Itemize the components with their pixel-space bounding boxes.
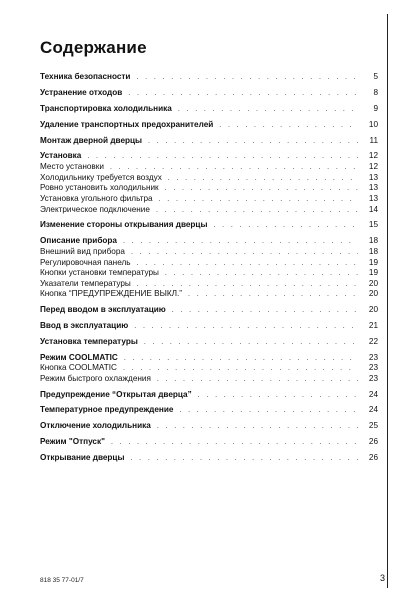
toc-entry-page: 12 [368, 162, 378, 172]
dot-leader [159, 195, 358, 206]
toc-entry[interactable] [40, 402, 378, 418]
toc-entry-page: 15 [368, 220, 378, 230]
toc-entry-page: 12 [368, 151, 378, 161]
document-code: 818 35 77-01/7 [40, 577, 84, 584]
toc-entry-page: 10 [368, 119, 378, 129]
dot-leader [157, 419, 358, 435]
toc-entry[interactable] [40, 183, 378, 194]
toc-entry-page: 14 [368, 204, 378, 214]
toc-entry[interactable] [40, 450, 378, 466]
toc-entry[interactable] [40, 247, 378, 258]
toc-entry[interactable] [40, 434, 378, 450]
toc-entry-label: Холодильнику требуется воздух [40, 172, 162, 182]
toc-entry[interactable] [40, 173, 378, 184]
toc-entry-page: 26 [368, 437, 378, 447]
toc-entry-label: Режим быстрого охлаждения [40, 373, 151, 383]
dot-leader [123, 364, 358, 375]
toc-entry[interactable] [40, 352, 378, 364]
toc-entry-page: 24 [368, 405, 378, 415]
dot-leader [172, 303, 358, 319]
toc-entry-page: 20 [368, 304, 378, 314]
dot-leader [144, 335, 358, 351]
dot-leader [165, 269, 358, 280]
dot-leader [219, 118, 358, 134]
toc-entry[interactable] [40, 279, 378, 290]
toc-entry-label: Установка температуры [40, 336, 138, 346]
toc-entry-label: Открывание дверцы [40, 453, 125, 463]
toc-entry-page: 25 [368, 421, 378, 431]
toc-entry-page: 18 [368, 246, 378, 256]
toc-entry-page: 5 [373, 72, 378, 81]
toc-entry[interactable] [40, 363, 378, 374]
dot-leader [178, 102, 358, 118]
toc-entry-label: Электрическое подключение [40, 204, 150, 214]
toc-entry[interactable] [40, 418, 378, 434]
toc-entry-page: 8 [373, 87, 378, 97]
table-of-contents [40, 69, 378, 466]
toc-entry-page: 22 [368, 336, 378, 346]
toc-entry-label: Предупреждение “Открытая дверца” [40, 389, 192, 399]
margin-rule [387, 14, 388, 588]
toc-entry-label: Режим "Отпуск" [40, 437, 105, 447]
dot-leader [128, 86, 358, 102]
toc-entry[interactable] [40, 258, 378, 269]
toc-entry-label: Указатели температуры [40, 278, 131, 288]
toc-entry-label: Перед вводом в эксплуатацию [40, 304, 166, 314]
toc-entry-page: 20 [368, 278, 378, 288]
toc-entry[interactable] [40, 150, 378, 162]
toc-entry[interactable] [40, 205, 378, 216]
toc-entry[interactable] [40, 387, 378, 403]
toc-entry-page: 19 [368, 257, 378, 267]
toc-entry-label: Ровно установить холодильник [40, 183, 159, 193]
toc-entry-page: 11 [369, 135, 378, 145]
toc-entry-label: Удаление транспортных предохранителей [40, 119, 214, 129]
toc-entry[interactable] [40, 162, 378, 173]
dot-leader [123, 236, 358, 248]
toc-entry[interactable] [40, 117, 378, 133]
dot-leader [157, 375, 358, 386]
toc-entry-label: Устранение отходов [40, 87, 123, 97]
toc-entry-page: 23 [368, 352, 378, 362]
toc-entry-page: 21 [368, 320, 378, 330]
dot-leader [111, 435, 358, 451]
toc-entry-label: Режим COOLMATIC [40, 352, 118, 362]
dot-leader [134, 319, 358, 335]
dot-leader [136, 70, 358, 86]
toc-entry-label: Температурное предупреждение [40, 405, 174, 415]
toc-entry[interactable] [40, 289, 378, 300]
toc-entry-label: Кнопка “ПРЕДУПРЕЖДЕНИЕ ВЫКЛ.” [40, 289, 182, 299]
toc-entry-page: 23 [368, 363, 378, 373]
toc-entry-label: Внешний вид прибора [40, 246, 125, 256]
dot-leader [131, 248, 358, 259]
toc-entry-label: Описание прибора [40, 236, 117, 246]
toc-entry-label: Кнопки установки температуры [40, 268, 159, 278]
toc-entry-page: 9 [373, 103, 378, 113]
toc-entry-page: 13 [368, 172, 378, 182]
page-title: Содержание [40, 38, 147, 57]
dot-leader [179, 403, 358, 419]
toc-entry[interactable] [40, 318, 378, 334]
toc-entry[interactable] [40, 268, 378, 279]
dot-leader [198, 388, 358, 404]
toc-entry[interactable] [40, 85, 378, 101]
toc-entry-page: 23 [368, 373, 378, 383]
dot-leader [156, 206, 358, 217]
dot-leader [124, 353, 358, 365]
toc-entry[interactable] [40, 69, 378, 85]
toc-entry-page: 13 [368, 183, 378, 193]
toc-entry-label: Установка угольного фильтра [40, 194, 153, 204]
dot-leader [148, 134, 358, 150]
dot-leader [130, 451, 358, 467]
toc-entry-label: Отключение холодильника [40, 421, 151, 431]
page-number: 3 [380, 573, 386, 583]
toc-entry[interactable] [40, 101, 378, 117]
toc-entry-label: Регулировочная панель [40, 257, 131, 267]
toc-entry-label: Ввод в эксплуатацию [40, 320, 129, 330]
toc-entry[interactable] [40, 217, 378, 233]
dot-leader [188, 290, 358, 301]
dot-leader [137, 259, 358, 270]
toc-entry-page: 18 [368, 236, 378, 246]
toc-entry-label: Транспортировка холодильника [40, 103, 172, 113]
toc-entry-page: 20 [368, 289, 378, 299]
toc-entry-page: 24 [368, 389, 378, 399]
toc-entry-page: 26 [368, 453, 378, 463]
dot-leader [87, 151, 358, 163]
toc-entry[interactable] [40, 302, 378, 318]
toc-entry[interactable] [40, 334, 378, 350]
toc-entry-label: Установка [40, 151, 82, 161]
toc-entry[interactable] [40, 235, 378, 247]
toc-entry-label: Кнопка COOLMATIC [40, 363, 117, 373]
dot-leader [165, 184, 358, 195]
toc-entry-page: 19 [368, 268, 378, 278]
toc-entry-label: Техника безопасности [40, 72, 131, 81]
toc-entry-label: Место установки [40, 162, 104, 172]
dot-leader [168, 174, 358, 185]
toc-entry[interactable] [40, 194, 378, 205]
toc-entry-label: Изменение стороны открывания дверцы [40, 220, 208, 230]
toc-entry[interactable] [40, 133, 378, 149]
toc-entry-label: Монтаж дверной дверцы [40, 135, 143, 145]
toc-entry[interactable] [40, 374, 378, 385]
dot-leader [213, 218, 358, 234]
toc-entry-page: 13 [368, 194, 378, 204]
